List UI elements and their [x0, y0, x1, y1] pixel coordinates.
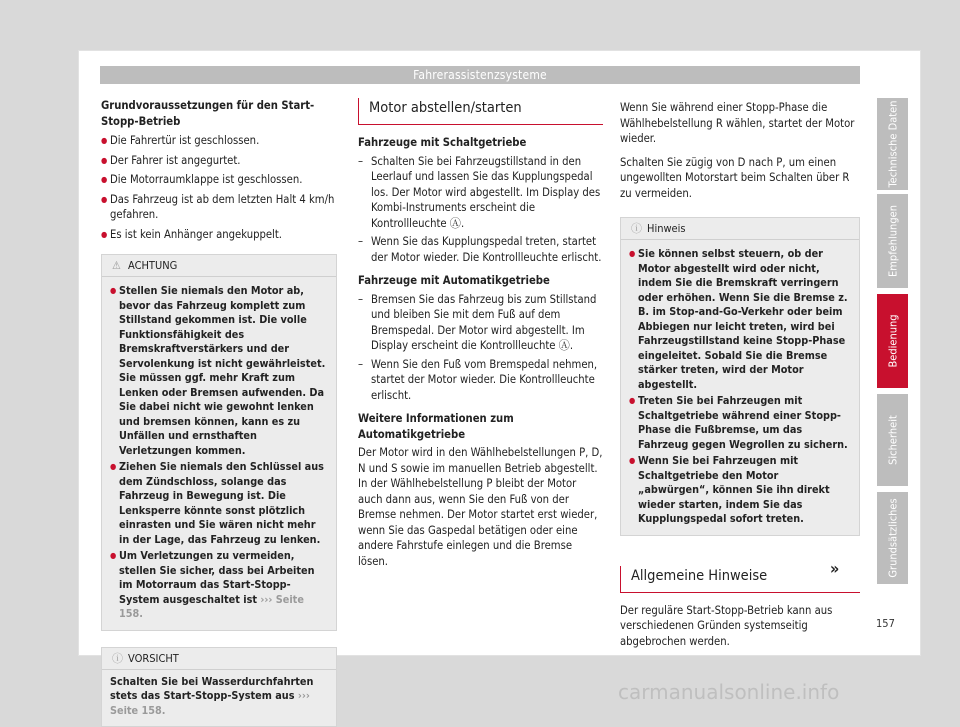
caution-text: Schalten Sie bei Wasserdurchfahrten stets das Start-Stopp-System aus	[110, 675, 313, 703]
page-link[interactable]: ››› Seite 158.	[110, 689, 310, 717]
column-right	[620, 100, 860, 649]
column-left	[101, 98, 337, 727]
note-item: ● Sie können selbst steuern, ob der Motor abgestellt wird oder nicht, indem Sie die Bremskraft verringern oder erhöhen. Wenn Sie die Bremse z. B. im Stop-and-Go-Verkehr oder beim Abbiegen nur leicht treten, wird bei Fahrzeugstillstand keine Stopp-Phase eingeleitet. Sobald Sie die Bremse stärker treten, wird der Motor abgestellt.	[629, 247, 851, 392]
section-title: Motor abstellen/starten	[358, 98, 603, 125]
more-info-heading: Weitere Informationen zum Automatikgetriebe	[358, 411, 603, 442]
note-box	[620, 217, 860, 536]
list-item: ● Der Fahrer ist angegurtet.	[101, 153, 337, 169]
caution-circle-icon: ⓘ	[112, 648, 123, 670]
warning-header	[102, 255, 336, 277]
tab-sicherheit[interactable]	[877, 394, 908, 486]
manual-step: – Wenn Sie das Kupplungspedal treten, startet der Motor wieder. Die Kontrollleuchte erlischt.	[358, 234, 603, 265]
more-info-text: Der Motor wird in den Wählhebelstellungen P, D, N und S sowie im manuellen Betrieb abgestellt. In der Wählhebelstellung P bleibt der Motor auch dann aus, wenn Sie den Fuß von der Bremse nehmen. Der Motor startet erst wieder, wenn Sie das Gaspedal betätigen oder eine andere Fahrstufe einlegen und die Bremse lösen.	[358, 445, 603, 569]
page-number: 157	[876, 617, 895, 630]
watermark: carmanualsonline.info	[618, 680, 839, 704]
caution-body	[102, 670, 336, 727]
info-icon: ⓘ	[631, 218, 642, 240]
tab-technische-daten[interactable]	[877, 98, 908, 190]
warning-item	[110, 549, 328, 622]
caution-title: VORSICHT	[128, 652, 179, 665]
tab-label: Technische Daten	[886, 100, 899, 187]
note-body	[621, 240, 859, 535]
tab-label: Empfehlungen	[886, 205, 899, 277]
tab-empfehlungen[interactable]	[877, 194, 908, 288]
paragraph: Schalten Sie zügig von D nach P, um einen ungewollten Motorstart beim Schalten über R zu vermeiden.	[620, 155, 860, 202]
warning-triangle-icon: ⚠	[112, 255, 121, 277]
list-item: ● Die Fahrertür ist geschlossen.	[101, 133, 337, 149]
caution-header	[102, 648, 336, 670]
caution-box	[101, 647, 337, 727]
warning-box	[101, 254, 337, 631]
note-header	[621, 218, 859, 240]
list-item: ● Die Motorraumklappe ist geschlossen.	[101, 172, 337, 188]
manual-step: – Schalten Sie bei Fahrzeugstillstand in den Leerlauf und lassen Sie das Kupplungspedal los. Der Motor wird abgestellt. Im Display des Kombi-Instruments erscheint die Kontrollleuchte Ⓐ.	[358, 154, 603, 232]
general-text: Der reguläre Start-Stopp-Betrieb kann aus verschiedenen Gründen systemseitig abgebrochen werden.	[620, 603, 860, 650]
tab-grundsaetzliches[interactable]	[877, 492, 908, 584]
section-title: Allgemeine Hinweise	[620, 566, 860, 593]
page-link[interactable]: ››› Seite 158.	[119, 593, 304, 621]
tab-label: Sicherheit	[886, 415, 899, 465]
tab-bedienung[interactable]	[877, 294, 908, 388]
warning-item-text: Um Verletzungen zu vermeiden, stellen Sie sicher, dass bei Arbeiten im Motorraum das Start-Stopp-System ausgeschaltet ist	[119, 549, 315, 606]
paragraph: Wenn Sie während einer Stopp-Phase die Wählhebelstellung R wählen, startet der Motor wieder.	[620, 100, 860, 147]
prerequisites-heading: Grundvoraussetzungen für den Start-Stopp-Betrieb	[101, 98, 337, 129]
column-middle	[358, 98, 603, 569]
warning-item: ● Ziehen Sie niemals den Schlüssel aus dem Zündschloss, solange das Fahrzeug in Bewegung ist. Die Lenksperre könnte sonst plötzlich einrasten und Sie wären nicht mehr in der Lage, das Fahrzeug zu lenken.	[110, 460, 328, 547]
automatic-step: – Bremsen Sie das Fahrzeug bis zum Stillstand und bleiben Sie mit dem Fuß auf dem Bremspedal. Der Motor wird abgestellt. Im Display erscheint die Kontrollleuchte Ⓐ.	[358, 292, 603, 354]
warning-title: ACHTUNG	[128, 259, 177, 272]
page-header: Fahrerassistenzsysteme	[100, 66, 860, 84]
automatic-step: – Wenn Sie den Fuß vom Bremspedal nehmen, startet der Motor wieder. Die Kontrollleuchte erlischt.	[358, 357, 603, 404]
warning-body	[102, 277, 336, 630]
tab-label: Bedienung	[886, 314, 899, 367]
note-item: ● Treten Sie bei Fahrzeugen mit Schaltgetriebe während einer Stopp-Phase die Fußbremse, um das Fahrzeug gegen Wegrollen zu sichern.	[629, 394, 851, 452]
warning-item: ● Stellen Sie niemals den Motor ab, bevor das Fahrzeug komplett zum Stillstand gekommen ist. Die volle Funktionsfähigkeit des Bremskraftverstärkers und der Servolenkung ist nicht gewährleistet. Sie müssen ggf. mehr Kraft zum Lenken oder Bremsen aufwenden. Da Sie dabei nicht wie gewohnt lenken und bremsen können, kann es zu Unfällen und ernsthaften Verletzungen kommen.	[110, 284, 328, 458]
list-item: ● Das Fahrzeug ist ab dem letzten Halt 4 km/h gefahren.	[101, 192, 337, 223]
automatic-heading: Fahrzeuge mit Automatikgetriebe	[358, 273, 603, 289]
list-item: ● Es ist kein Anhänger angekuppelt.	[101, 227, 337, 243]
note-title: Hinweis	[647, 222, 686, 235]
note-item: ● Wenn Sie bei Fahrzeugen mit Schaltgetriebe den Motor „abwürgen“, können Sie ihn direkt wieder starten, indem Sie das Kupplungspedal sofort treten.	[629, 454, 851, 527]
continued-marker: »	[830, 559, 839, 578]
tab-label: Grundsätzliches	[886, 498, 899, 577]
manual-heading: Fahrzeuge mit Schaltgetriebe	[358, 135, 603, 151]
